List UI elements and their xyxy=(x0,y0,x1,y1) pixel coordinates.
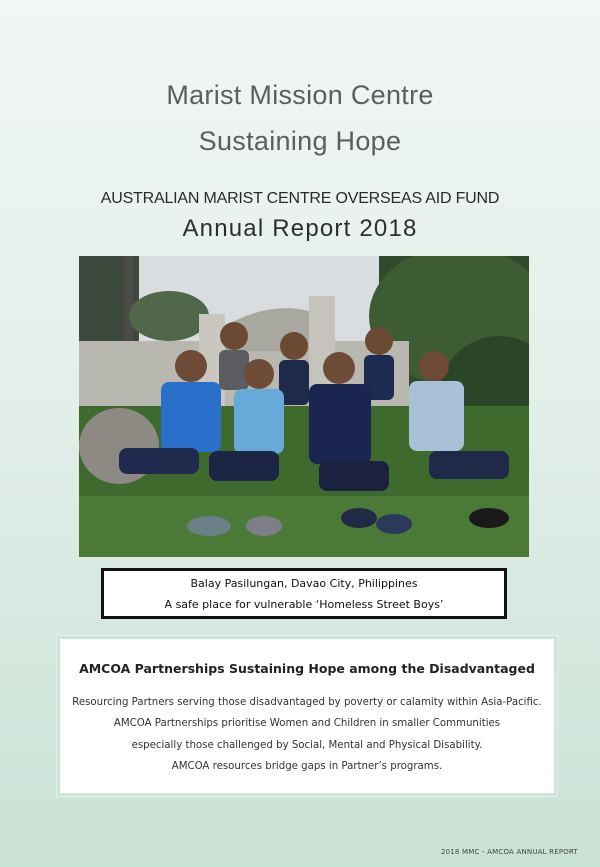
caption-location: Balay Pasilungan, Davao City, Philippines xyxy=(190,577,418,590)
report-title: Annual Report 2018 xyxy=(182,215,418,242)
card-heading: AMCOA Partnerships Sustaining Hope among the Disadvantaged xyxy=(79,661,535,676)
caption-description: A safe place for vulnerable ‘Homeless Street Boys’ xyxy=(164,598,444,611)
footer-text: 2018 MMC - AMCOA ANNUAL REPORT xyxy=(440,848,578,856)
card-line: Resourcing Partners serving those disadvantaged by poverty or calamity within Asia-Pacific. xyxy=(72,697,542,708)
card-line: especially those challenged by Social, Mental and Physical Disability. xyxy=(131,740,483,751)
fund-name: AUSTRALIAN MARIST CENTRE OVERSEAS AID FUND xyxy=(100,190,500,207)
cover-photo xyxy=(79,256,529,557)
photo-caption-box xyxy=(101,568,507,619)
card-line: AMCOA Partnerships prioritise Women and Children in smaller Communities xyxy=(113,718,501,729)
title-line-2: Sustaining Hope xyxy=(198,126,402,156)
card-line: AMCOA resources bridge gaps in Partner’s programs. xyxy=(171,761,443,772)
mission-statement-card xyxy=(57,636,557,796)
group-photo-illustration xyxy=(79,256,529,557)
title-line-1: Marist Mission Centre xyxy=(166,80,434,110)
